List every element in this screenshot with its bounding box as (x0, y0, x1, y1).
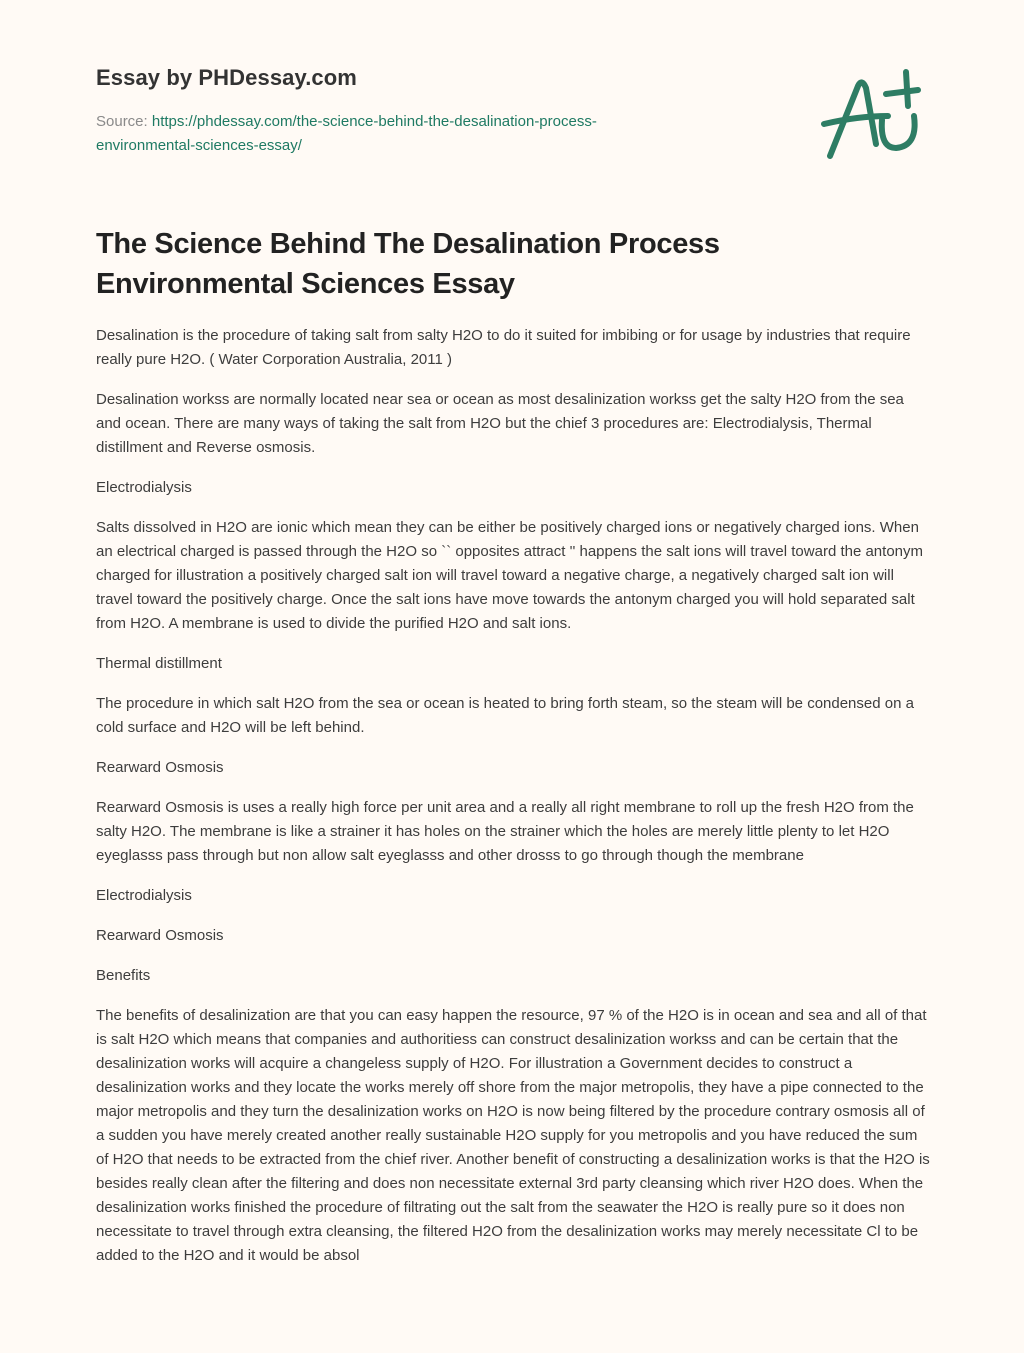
paragraph-electrodialysis: Salts dissolved in H2O are ionic which mean they can be either be positively charged ions or negatively charged ions. When an electrical charged is passed through the H2O so `` opposites attract '' happens the salt ions will travel toward the antonym charged for illustration a positively charged salt ion will travel toward a negative charge, a negatively charged salt ion will travel toward the positively charge. Once the salt ions have move towards the antonym charged you will hold separated salt from H2O. A membrane is used to divide the purified H2O and salt ions. (96, 519, 923, 632)
a-plus-grade-icon (818, 66, 930, 166)
section-heading-electrodialysis: Electrodialysis (96, 479, 192, 496)
section-heading-benefits: Benefits (96, 967, 151, 984)
source-line (96, 110, 716, 158)
site-brand: Essay by PHDessay.com (96, 65, 357, 90)
essay-body (96, 324, 931, 1284)
source-link[interactable] (96, 113, 597, 154)
page-header (96, 62, 716, 158)
source-url-line1: https://phdessay.com/the-science-behind-the-desalination-process- (151, 113, 597, 130)
essay-title: The Science Behind The Desalination Process Environmental Sciences Essay (96, 228, 720, 300)
paragraph-thermal: The procedure in which salt H2O from the sea or ocean is heated to bring forth steam, so the steam will be condensed on a cold surface and H2O will be left behind. (96, 695, 914, 736)
paragraph-reverse-osmosis: Rearward Osmosis is uses a really high force per unit area and a really all right membrane to roll up the fresh H2O from the salty H2O. The membrane is like a strainer it has holes on the strainer which the holes are merely little plenty to let H2O eyeglasss pass through but non allow salt eyeglasss and other drosss to go through though the membrane (96, 799, 914, 864)
section-heading-reverse-osmosis: Rearward Osmosis (96, 759, 224, 776)
section-heading-electrodialysis-2: Electrodialysis (96, 887, 192, 904)
section-heading-reverse-osmosis-2: Rearward Osmosis (96, 927, 224, 944)
source-url-line2: environmental-sciences-essay/ (96, 137, 302, 154)
paragraph-benefits: The benefits of desalinization are that you can easy happen the resource, 97 % of the H2O is in ocean and sea and all of that is salt H2O which means that companies and authoritiess can construct desalinization workss and can be certain that the desalinization works will acquire a changeless supply of H2O. For illustration a Government decides to construct a desalinization works and they locate the works merely off shore from the major metropolis, they have a pipe connected to the major metropolis and they turn the desalinization works on H2O is now being filtered by the procedure contrary osmosis all of a sudden you have merely created another really sustainable H2O supply for you metropolis and you have reduced the sum of H2O that needs to be extracted from the chief river. Another benefit of constructing a desalinization works is that the H2O is besides really clean after the filtering and does non necessitate external 3rd party cleansing which river H2O does. When the desalinization works finished the procedure of filtrating out the salt from the seawater the H2O is really pure so it does non necessitate to travel through extra cleansing, the filtered H2O from the desalinization works may merely necessitate Cl to be added to the H2O and it would be absol (96, 1007, 930, 1264)
paragraph-intro: Desalination is the procedure of taking salt from salty H2O to do it suited for imbibing or for usage by industries that require really pure H2O. ( Water Corporation Australia, 2011 ) (96, 327, 911, 368)
paragraph-locations: Desalination workss are normally located near sea or ocean as most desalinization workss get the salty H2O from the sea and ocean. There are many ways of taking the salt from H2O but the chief 3 procedures are: Electrodialysis, Thermal distillment and Reverse osmosis. (96, 391, 904, 456)
source-label: Source: (96, 113, 148, 130)
section-heading-thermal: Thermal distillment (96, 655, 222, 672)
